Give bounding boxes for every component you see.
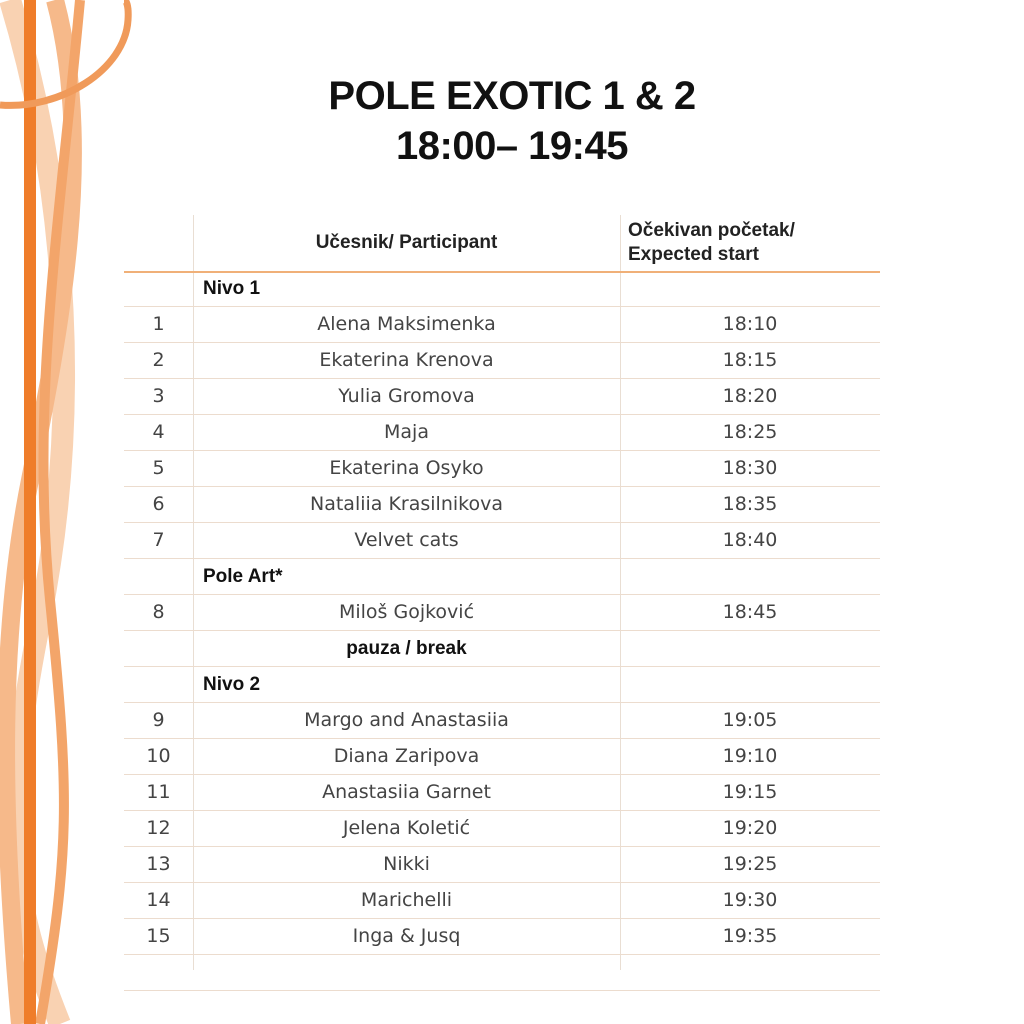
table-row	[124, 379, 880, 415]
participant-name: Maja	[384, 421, 429, 443]
participant-name: Alena Maksimenka	[317, 313, 496, 335]
expected-start-time: 18:30	[722, 457, 778, 479]
break-label: pauza / break	[346, 638, 467, 659]
expected-start-header-line2: Expected start	[628, 244, 759, 265]
expected-start-time: 19:20	[722, 817, 778, 839]
section-label: Pole Art*	[203, 566, 283, 587]
table-row	[124, 883, 880, 919]
table-row	[124, 739, 880, 775]
entry-number: 13	[146, 853, 171, 875]
expected-start-time: 19:15	[722, 781, 778, 803]
participant-name: Jelena Koletić	[342, 817, 471, 839]
entry-number: 7	[152, 529, 165, 551]
table-row	[124, 343, 880, 379]
entry-number: 15	[146, 925, 171, 947]
participant-name: Miloš Gojković	[338, 601, 475, 623]
entry-number: 12	[146, 817, 171, 839]
participant-name: Ekaterina Krenova	[319, 349, 494, 371]
break-row	[124, 631, 880, 667]
section-row	[124, 559, 880, 595]
expected-start-time: 18:10	[722, 313, 778, 335]
table-row	[124, 415, 880, 451]
expected-start-time: 19:35	[722, 925, 778, 947]
entry-number: 14	[146, 889, 171, 911]
expected-start-time: 19:05	[722, 709, 778, 731]
expected-start-time: 18:25	[722, 421, 778, 443]
expected-start-time: 19:25	[722, 853, 778, 875]
table-row	[124, 919, 880, 955]
table-row	[124, 703, 880, 739]
event-time-range: 18:00– 19:45	[396, 124, 628, 168]
section-row	[124, 667, 880, 703]
expected-start-time: 18:15	[722, 349, 778, 371]
section-row	[124, 271, 880, 307]
expected-start-time: 18:35	[722, 493, 778, 515]
table-body	[124, 271, 880, 991]
expected-start-time: 19:10	[722, 745, 778, 767]
entry-number: 6	[152, 493, 165, 515]
participant-name: Inga & Jusq	[352, 925, 461, 947]
participant-name: Velvet cats	[354, 529, 459, 551]
table-row	[124, 523, 880, 559]
entry-number: 5	[152, 457, 165, 479]
participant-name: Ekaterina Osyko	[329, 457, 484, 479]
participant-column-header: Učesnik/ Participant	[315, 232, 498, 253]
table-row	[124, 811, 880, 847]
entry-number: 1	[152, 313, 165, 335]
entry-number: 10	[146, 745, 171, 767]
participant-name: Yulia Gromova	[338, 385, 475, 407]
entry-number: 8	[152, 601, 165, 623]
participant-name: Anastasiia Garnet	[322, 781, 491, 803]
expected-start-column-header	[628, 219, 878, 267]
table-row	[124, 847, 880, 883]
section-label: Nivo 1	[203, 278, 261, 299]
table-row	[124, 775, 880, 811]
participant-name: Margo and Anastasiia	[304, 709, 509, 731]
entry-number: 11	[146, 781, 171, 803]
participant-name: Marichelli	[360, 889, 453, 911]
expected-start-time: 18:40	[722, 529, 778, 551]
table-header	[124, 215, 880, 273]
participant-name: Nikki	[383, 853, 430, 875]
expected-start-header-line1: Očekivan početak/	[628, 220, 795, 241]
empty-row	[124, 955, 880, 991]
entry-number: 3	[152, 385, 165, 407]
entry-number: 9	[152, 709, 165, 731]
table-row	[124, 451, 880, 487]
section-label: Nivo 2	[203, 674, 261, 695]
expected-start-time: 18:45	[722, 601, 778, 623]
entry-number: 4	[152, 421, 165, 443]
expected-start-time: 18:20	[722, 385, 778, 407]
table-row	[124, 487, 880, 523]
schedule-table	[124, 215, 880, 970]
participant-name: Nataliia Krasilnikova	[310, 493, 503, 515]
table-row	[124, 595, 880, 631]
participant-name: Diana Zaripova	[333, 745, 480, 767]
entry-number: 2	[152, 349, 165, 371]
table-row	[124, 307, 880, 343]
expected-start-time: 19:30	[722, 889, 778, 911]
event-title: POLE EXOTIC 1 & 2	[328, 74, 696, 118]
